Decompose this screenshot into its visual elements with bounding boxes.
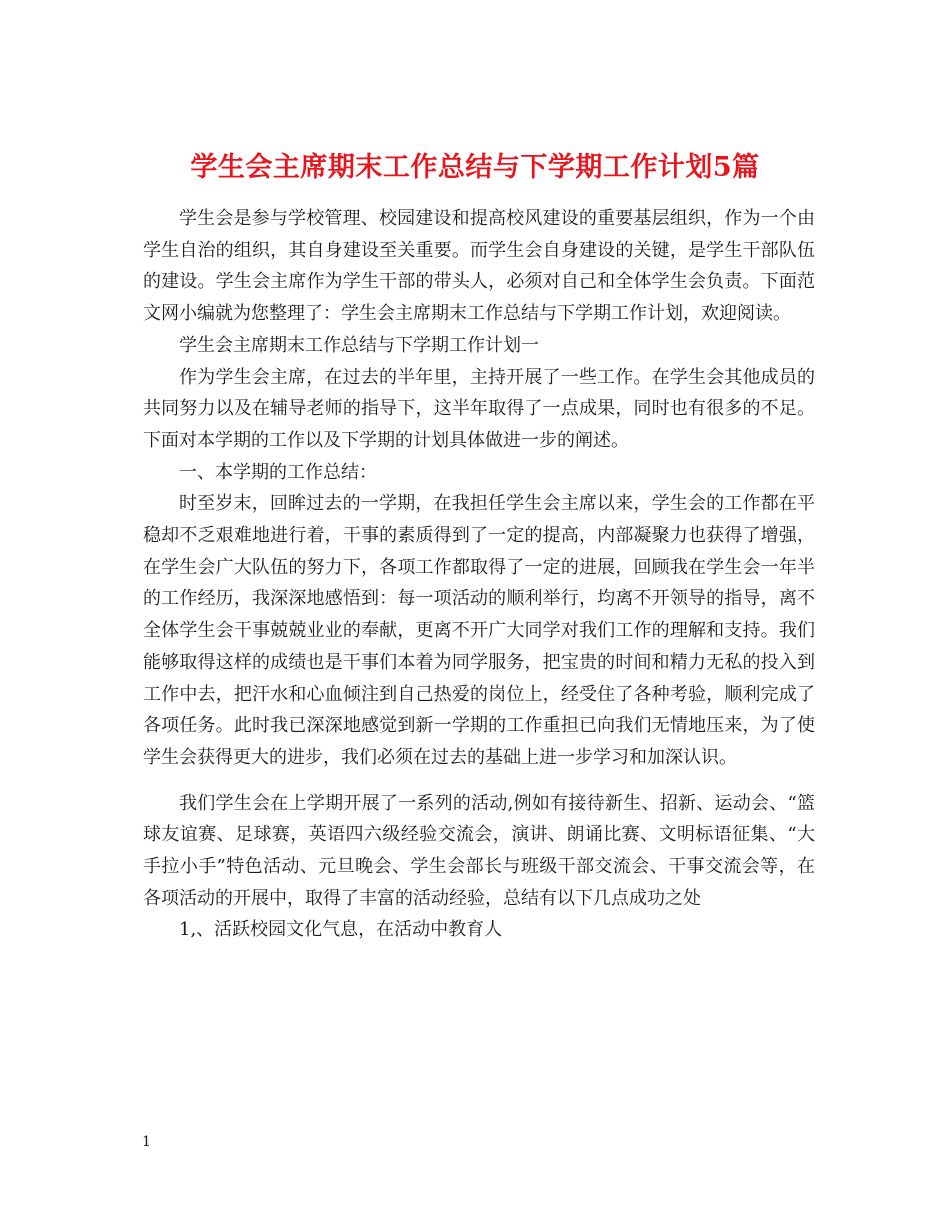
paragraph-opening: 作为学生会主席，在过去的半年里，主持开展了一些工作。在学生会其他成员的共同努力以及在辅导老师的指导下，这半年取得了一点成果，同时也有很多的不足。下面对本学期的工作以及下学期的计划具体做进一步的阐述。	[143, 366, 815, 451]
document-title: 学生会主席期末工作总结与下学期工作计划5篇	[190, 152, 760, 184]
page-number: 1	[142, 1134, 151, 1150]
paragraph-list-item: 1,、活跃校园文化气息，在活动中教育人	[179, 919, 503, 941]
paragraph-activities: 我们学生会在上学期开展了一系列的活动,例如有接待新生、招新、运动会、“篮球友谊赛、足球赛，英语四六级经验交流会，演讲、朗诵比赛、文明标语征集、“大手拉小手”特色活动、元旦晚会、学生会部长与班级干部交流会、干事交流会等，在各项活动的开展中，取得了丰富的活动经验，总结有以下几点成功之处	[143, 792, 815, 909]
paragraph-intro: 学生会是参与学校管理、校园建设和提高校风建设的重要基层组织，作为一个由学生自治的组织，其自身建设至关重要。而学生会自身建设的关键，是学生干部队伍的建设。学生会主席作为学生干部的带头人，必须对自己和全体学生会负责。下面范文网小编就为您整理了：学生会主席期末工作总结与下学期工作计划，欢迎阅读。	[143, 208, 815, 325]
document-body	[143, 203, 815, 946]
paragraph-section-heading: 学生会主席期末工作总结与下学期工作计划一	[179, 334, 539, 356]
paragraph-subheading: 一、本学期的工作总结：	[179, 461, 377, 483]
paragraph-review: 时至岁末，回眸过去的一学期，在我担任学生会主席以来，学生会的工作都在平稳却不乏艰难地进行着，干事的素质得到了一定的提高，内部凝聚力也获得了增强，在学生会广大队伍的努力下，各项工作都取得了一定的进展，回顾我在学生会一年半的工作经历，我深深地感悟到：每一项活动的顺利举行，均离不开领导的指导，离不全体学生会干事兢兢业业的奉献，更离不开广大同学对我们工作的理解和支持。我们能够取得这样的成绩也是干事们本着为同学服务，把宝贵的时间和精力无私的投入到工作中去，把汗水和心血倾注到自己热爱的岗位上，经受住了各种考验，顺利完成了各项任务。此时我已深深地感觉到新一学期的工作重担已向我们无情地压来，为了使学生会获得更大的进步，我们必须在过去的基础上进一步学习和加深认识。	[143, 493, 815, 768]
